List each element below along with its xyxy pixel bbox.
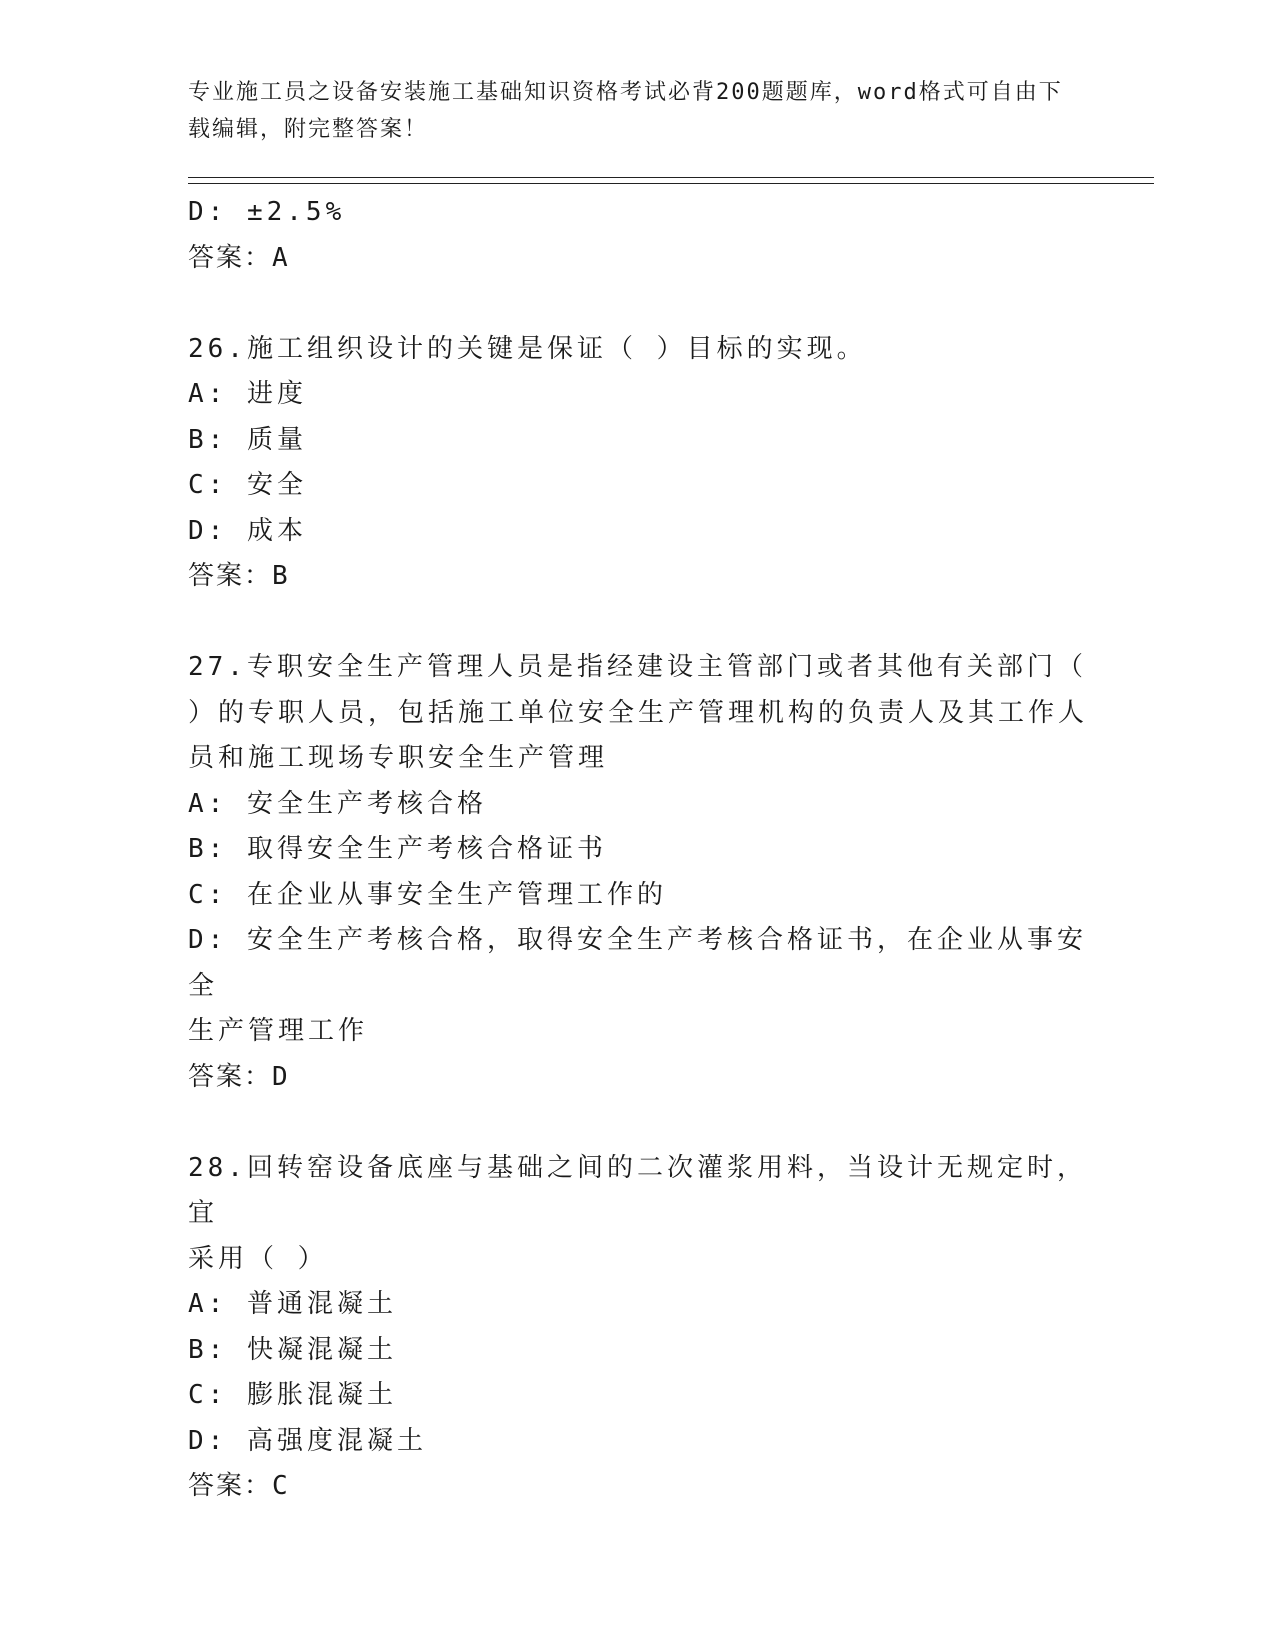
question-text-line: 员和施工现场专职安全生产管理 — [188, 743, 609, 773]
option-d: D: 成本 — [188, 515, 307, 546]
option-d: D: 高强度混凝土 — [188, 1425, 427, 1456]
header-rule-bottom — [188, 183, 1154, 184]
option-b: B: 快凝混凝土 — [188, 1334, 397, 1365]
option-a: A: 普通混凝土 — [188, 1289, 397, 1319]
option-a: A: 安全生产考核合格 — [188, 788, 487, 819]
question-26 — [188, 327, 1088, 600]
spacer — [188, 600, 1088, 646]
answer-line: 答案：B — [188, 561, 290, 591]
question-text-line: 采用（ ） — [188, 1243, 328, 1274]
header-rule-top — [188, 177, 1154, 178]
header-title: 专业施工员之设备安装施工基础知识资格考试必背200题题库，word格式可自由下载编辑，附完整答案！ — [188, 80, 1063, 142]
document-body — [188, 190, 1088, 1510]
spacer — [188, 281, 1088, 327]
question-text-line: 28.回转窑设备底座与基础之间的二次灌浆用料，当设计无规定时，宜 — [188, 1152, 1087, 1228]
question-text: 26.施工组织设计的关键是保证（ ）目标的实现。 — [188, 333, 867, 364]
option-b: B: 质量 — [188, 424, 307, 455]
answer-line: 答案：A — [188, 242, 290, 273]
option-c: C: 在企业从事安全生产管理工作的 — [188, 879, 667, 910]
spacer — [188, 1100, 1088, 1146]
option-c: C: 膨胀混凝土 — [188, 1380, 397, 1410]
answer-line: 答案：D — [188, 1061, 290, 1092]
question-text-line: 27.专职安全生产管理人员是指经建设主管部门或者其他有关部门（ — [188, 652, 1087, 682]
document-header — [188, 74, 1068, 148]
question-27 — [188, 645, 1088, 1100]
answer-line: 答案：C — [188, 1471, 290, 1501]
question-text-line: ）的专职人员，包括施工单位安全生产管理机构的负责人及其工作人 — [188, 697, 1089, 728]
option-d: D: ±2.5% — [188, 197, 346, 227]
option-d: D: 安全生产考核合格，取得安全生产考核合格证书，在企业从事安全 — [188, 925, 1087, 1001]
option-a: A: 进度 — [188, 379, 307, 409]
option-b: B: 取得安全生产考核合格证书 — [188, 834, 607, 864]
question-28 — [188, 1146, 1088, 1510]
option-c: C: 安全 — [188, 470, 307, 500]
option-d-continued: 生产管理工作 — [188, 1016, 369, 1046]
